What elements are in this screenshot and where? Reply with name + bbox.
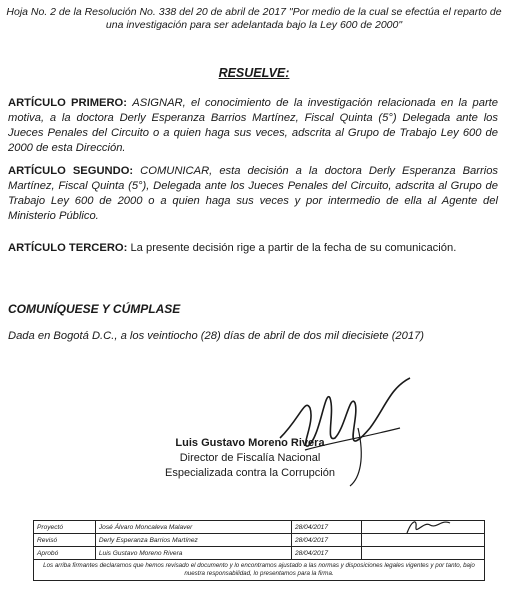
article-tercero-text: La presente decisión rige a partir de la fecha de su comunicación. xyxy=(130,242,457,254)
approval-date: 28/04/2017 xyxy=(292,521,362,534)
table-row xyxy=(34,521,485,534)
signatory-name: Luis Gustavo Moreno Rivera xyxy=(175,437,325,449)
approval-date: 28/04/2017 xyxy=(292,547,362,560)
article-primero-verb: ASIGNAR, xyxy=(132,97,186,109)
table-row xyxy=(34,547,485,560)
article-primero-text: el conocimiento de la investigación relacionada en la parte motiva, a la doctora Derly Esperanza Barrios Martínez, Fiscal Quinta (5°) Delegada ante los Jueces Penales del Circuito o a quien haga sus veces, adscrita al Grupo de Trabajo Ley 600 de 2000 de esta Dirección. xyxy=(8,97,499,154)
approval-role: Aprobó xyxy=(34,547,96,560)
approval-disclaimer: Los arriba firmantes declaramos que hemos revisado el documento y lo encontramos ajustado a las normas y disposiciones legales vigentes y por tanto, bajo nuestra responsabilidad, lo presentamos para la firma. xyxy=(34,560,485,581)
date-line: Dada en Bogotá D.C., a los veintiocho (28) días de abril de dos mil diecisiete (2017) xyxy=(8,330,425,342)
article-tercero xyxy=(8,241,498,256)
approval-person: José Álvaro Moncaleva Malaver xyxy=(95,521,291,534)
approval-signature-cell xyxy=(362,534,485,547)
approval-role: Proyectó xyxy=(34,521,96,534)
article-segundo-text: esta decisión a la doctora Derly Esperanza Barrios Martínez, Fiscal Quinta (5°), Delegada ante los Jueces Penales del Circuito, adscrita al Grupo de Trabajo Ley 600 de 2000 o a quien haga sus veces y por intermedio de ella al Agente del Ministerio Público. xyxy=(8,165,499,222)
approval-signature-cell xyxy=(362,521,485,534)
signatory-title-2: Especializada contra la Corrupción xyxy=(165,467,335,479)
article-segundo xyxy=(8,164,498,224)
approval-person: Derly Esperanza Barrios Martínez xyxy=(95,534,291,547)
article-segundo-verb: COMUNICAR, xyxy=(140,165,213,177)
signature-block xyxy=(130,436,370,481)
resuelve-heading: RESUELVE: xyxy=(218,66,290,80)
table-row xyxy=(34,534,485,547)
approval-table xyxy=(33,520,485,581)
article-tercero-label: ARTÍCULO TERCERO: xyxy=(8,242,128,254)
approval-date: 28/04/2017 xyxy=(292,534,362,547)
signatory-title-1: Director de Fiscalía Nacional xyxy=(179,452,321,464)
article-primero xyxy=(8,96,498,156)
table-row xyxy=(34,560,485,581)
approval-person: Luis Gustavo Moreno Rivera xyxy=(95,547,291,560)
closing-formula: COMUNÍQUESE Y CÚMPLASE xyxy=(8,302,181,316)
approval-role: Revisó xyxy=(34,534,96,547)
article-segundo-label: ARTÍCULO SEGUNDO: xyxy=(8,165,134,177)
approval-signature-cell xyxy=(362,547,485,560)
article-primero-label: ARTÍCULO PRIMERO: xyxy=(8,97,127,109)
page-header: Hoja No. 2 de la Resolución No. 338 del 20 de abril de 2017 "Por medio de la cual se efectúa el reparto de una investigación para ser adelantada bajo la Ley 600 de 2000" xyxy=(6,6,502,31)
